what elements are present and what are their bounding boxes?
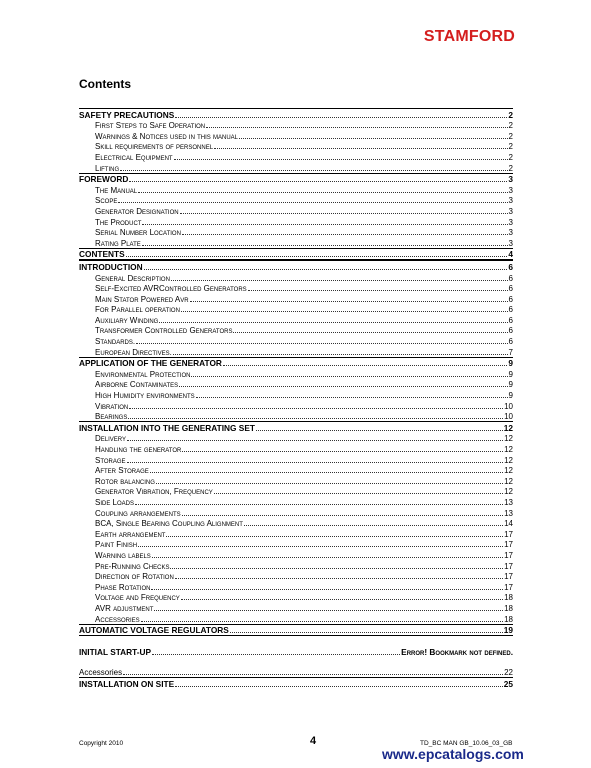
toc-entry-title: Phase Rotation [95, 582, 151, 592]
toc-entry[interactable] [79, 151, 513, 162]
toc-entry-title: Serial Number Location [95, 228, 181, 238]
toc-entry[interactable] [79, 162, 513, 173]
toc-dot-leader [166, 536, 503, 537]
toc-dot-leader [239, 138, 508, 139]
footer-page-number: 4 [310, 735, 317, 747]
toc-entry-page: 9 [508, 358, 513, 369]
toc-entry[interactable] [79, 195, 513, 206]
toc-entry-title: Lifting [95, 163, 120, 173]
toc-entry-title: Scope [95, 196, 118, 206]
toc-dot-leader [123, 674, 503, 675]
toc-entry-title: Self-Excited AVRControlled Generators [95, 284, 247, 294]
toc-entry-page: 12 [504, 487, 513, 497]
toc-entry-title: Environmental Protection [95, 369, 191, 379]
toc-entry-title: Delivery [95, 434, 127, 444]
toc-entry-title: Coupling arrangements [95, 508, 181, 518]
toc-entry-page: 12 [504, 455, 513, 465]
toc-entry-page: 17 [504, 550, 513, 560]
toc-entry-title: FOREWORD [79, 174, 129, 185]
toc-entry-page: 14 [504, 519, 513, 529]
toc-entry-page: 17 [504, 582, 513, 592]
toc-entry-title: After Storage [95, 466, 149, 476]
toc-entry-page: 3 [508, 217, 513, 227]
toc-entry-page: 2 [508, 142, 513, 152]
toc-dot-leader [141, 621, 503, 622]
toc-entry-title: Bearings [95, 412, 128, 422]
toc-dot-leader [223, 365, 507, 366]
toc-entry-title: AVR adjustment [95, 603, 154, 613]
toc-dot-leader [256, 430, 503, 431]
toc-dot-leader [206, 127, 507, 128]
toc-entry-title: Skill requirements of personnel [95, 142, 214, 152]
toc-entry-page: 13 [504, 497, 513, 507]
toc-dot-leader [126, 256, 508, 257]
toc-entry[interactable] [79, 433, 513, 444]
toc-entry[interactable] [79, 496, 513, 507]
toc-dot-leader [196, 397, 508, 398]
toc-dot-leader [128, 418, 503, 419]
toc-entry-title: Earth arrangement [95, 529, 166, 539]
toc-dot-leader [171, 280, 508, 281]
toc-entry-page: 6 [508, 294, 513, 304]
toc-dot-leader [170, 568, 503, 569]
toc-entry-page: 9 [508, 391, 513, 401]
toc-dot-leader [150, 472, 503, 473]
toc-entry-title: Standards. [95, 337, 136, 347]
toc-dot-leader [230, 632, 503, 633]
toc-entry[interactable] [79, 560, 513, 571]
toc-entry-page: 9 [508, 369, 513, 379]
toc-entry-title: APPLICATION OF THE GENERATOR [79, 358, 222, 369]
toc-section-entry[interactable] [79, 173, 513, 185]
toc-dot-leader [248, 290, 508, 291]
toc-dot-leader [244, 525, 503, 526]
toc-entry[interactable] [79, 283, 513, 294]
toc-dot-leader [214, 493, 503, 494]
toc-entry-title: INSTALLATION ON SITE [79, 678, 175, 689]
toc-entry[interactable] [79, 216, 513, 227]
toc-entry[interactable] [79, 581, 513, 592]
toc-section-entry[interactable] [79, 421, 513, 433]
toc-dot-leader [151, 589, 503, 590]
toc-dot-leader [233, 332, 507, 333]
toc-entry-title: Accessories [95, 614, 140, 624]
toc-dot-leader [182, 515, 503, 516]
toc-entry[interactable] [79, 507, 513, 518]
toc-dot-leader [142, 245, 508, 246]
toc-entry-page: 3 [508, 196, 513, 206]
toc-entry[interactable] [79, 346, 513, 357]
toc-entry[interactable] [79, 411, 513, 422]
toc-entry[interactable] [79, 454, 513, 465]
toc-entry-page: 3 [508, 206, 513, 216]
toc-entry-title: Paint Finish [95, 540, 138, 550]
toc-entry-page: 17 [504, 540, 513, 550]
toc-entry[interactable] [79, 443, 513, 454]
toc-entry[interactable] [79, 120, 513, 131]
toc-entry-page: 2 [508, 163, 513, 173]
toc-entry-title: Direction of Rotation [95, 572, 174, 582]
toc-entry[interactable] [79, 549, 513, 560]
toc-entry-page: 12 [503, 422, 513, 433]
toc-entry-page: 10 [504, 412, 513, 422]
toc-dot-leader [152, 654, 400, 655]
toc-entry-page: 3 [508, 174, 513, 185]
toc-dot-leader [182, 451, 503, 452]
toc-dot-leader [173, 354, 508, 355]
toc-entry-title: General Description [95, 273, 170, 283]
toc-entry[interactable] [79, 602, 513, 613]
toc-dot-leader [175, 686, 503, 687]
toc-entry-title: BCA, Single Bearing Coupling Alignment [95, 519, 243, 529]
toc-entry-title: Auxiliary Winding [95, 315, 159, 325]
toc-entry-page: 9 [508, 380, 513, 390]
toc-dot-leader [154, 610, 503, 611]
toc-entry[interactable] [79, 528, 513, 539]
toc-entry-title: Vibration [95, 401, 129, 411]
toc-section-entry[interactable] [79, 357, 513, 369]
toc-section-entry[interactable] [79, 248, 513, 261]
toc-entry[interactable] [79, 486, 513, 497]
toc-dot-leader [136, 343, 507, 344]
toc-entry-title: European Directives. [95, 347, 172, 357]
toc-entry-title: Rotor balancing [95, 476, 155, 486]
toc-entry-page: 17 [504, 529, 513, 539]
toc-entry[interactable] [79, 293, 513, 304]
toc-entry[interactable] [79, 379, 513, 390]
toc-entry-title: Side Loads [95, 497, 135, 507]
toc-entry-title: SAFETY PRECAUTIONS [79, 109, 175, 120]
toc-entry-page: 6 [508, 326, 513, 336]
toc-entry[interactable] [79, 613, 513, 624]
toc-dot-leader [156, 483, 503, 484]
toc-entry[interactable] [79, 400, 513, 411]
toc-entry-page: 6 [508, 315, 513, 325]
toc-dot-leader [138, 192, 507, 193]
toc-entry-title: Accessories [79, 668, 123, 678]
toc-entry-title: AUTOMATIC VOLTAGE REGULATORS [79, 625, 229, 636]
toc-dot-leader [129, 181, 507, 182]
toc-entry-title: Handling the generator [95, 445, 182, 454]
toc-entry-page: 22 [504, 668, 513, 678]
toc-entry-page: 25 [503, 678, 513, 689]
toc-entry-title: Pre-Running Checks [95, 561, 170, 571]
toc-entry-page: 10 [504, 401, 513, 411]
toc-dot-leader [175, 578, 503, 579]
toc-entry[interactable] [79, 592, 513, 603]
toc-entry-page: 17 [504, 561, 513, 571]
toc-dot-leader [118, 202, 507, 203]
toc-entry-title: High Humidity environments [95, 391, 195, 401]
toc-entry-title: Warnings & Notices used in this manual [95, 131, 239, 141]
toc-dot-leader [127, 462, 504, 463]
toc-dot-leader [182, 234, 508, 235]
toc-section-entry[interactable] [79, 677, 513, 689]
toc-entry-title: Transformer Controlled Generators [95, 326, 233, 336]
toc-entry-title: Warning labels [95, 550, 151, 560]
toc-entry-page: 12 [504, 434, 513, 444]
toc-dot-leader [214, 148, 508, 149]
toc-entry-page: 2 [508, 152, 513, 162]
toc-dot-leader [181, 311, 508, 312]
toc-entry[interactable] [79, 237, 513, 248]
toc-dot-leader [174, 159, 508, 160]
toc-entry-page: 2 [508, 121, 513, 131]
toc-entry-title: INTRODUCTION [79, 261, 143, 272]
toc-entry[interactable] [79, 314, 513, 325]
toc-entry-title: Generator Vibration, Frequency [95, 487, 213, 497]
toc-entry[interactable] [79, 389, 513, 400]
toc-entry-title: For Parallel operation [95, 305, 180, 315]
toc-entry-page: 6 [508, 261, 513, 272]
footer-document-reference: TD_BC MAN GB_10.06_03_GB [420, 740, 513, 747]
toc-dot-leader [175, 117, 507, 118]
toc-dot-leader [179, 386, 507, 387]
toc-entry[interactable] [79, 335, 513, 346]
toc-entry-page: 7 [508, 347, 513, 357]
toc-entry[interactable] [79, 325, 513, 336]
toc-entry-page: 3 [508, 228, 513, 238]
toc-entry-title: Main Stator Powered Avr [95, 294, 189, 304]
toc-entry-page: 6 [508, 337, 513, 347]
toc-entry-title: First Steps to Safe Operation [95, 121, 206, 131]
toc-dot-leader [159, 322, 507, 323]
toc-entry[interactable] [79, 205, 513, 216]
toc-dot-leader [180, 213, 508, 214]
toc-dot-leader [129, 408, 503, 409]
toc-entry[interactable] [79, 571, 513, 582]
toc-entry[interactable] [79, 227, 513, 238]
toc-dot-leader [138, 546, 503, 547]
toc-dot-leader [152, 557, 503, 558]
toc-entry-page: 6 [508, 305, 513, 315]
table-of-contents [79, 108, 513, 689]
toc-entry-page: 17 [504, 572, 513, 582]
toc-entry-title: The Manual [95, 185, 138, 195]
stamford-logo: STAMFORD [423, 28, 515, 45]
toc-entry[interactable] [79, 475, 513, 486]
toc-dot-leader [120, 170, 507, 171]
toc-entry[interactable] [79, 539, 513, 550]
toc-entry-title: Voltage and Frequency [95, 593, 180, 603]
toc-entry-page: 12 [504, 466, 513, 476]
toc-dot-leader [142, 224, 507, 225]
toc-section-entry[interactable] [79, 260, 513, 272]
toc-entry-title: INITIAL START-UP [79, 646, 152, 657]
toc-entry-title: INSTALLATION INTO THE GENERATING SET [79, 422, 255, 433]
toc-dot-leader [127, 440, 503, 441]
toc-dot-leader [181, 599, 503, 600]
toc-entry-page: 6 [508, 273, 513, 283]
toc-entry-page: 18 [504, 603, 513, 613]
toc-entry-page: 3 [508, 238, 513, 248]
toc-entry-page: 6 [508, 284, 513, 294]
toc-dot-leader [144, 269, 508, 270]
toc-section-entry[interactable] [79, 108, 513, 120]
toc-dot-leader [190, 301, 508, 302]
toc-entry[interactable] [79, 465, 513, 476]
toc-entry-title: The Product [95, 217, 142, 227]
page-title: Contents [79, 77, 131, 91]
toc-entry[interactable] [79, 130, 513, 141]
toc-entry-title: Rating Plate [95, 238, 141, 248]
toc-entry-page: 18 [504, 593, 513, 603]
toc-entry-page: 19 [503, 625, 513, 636]
toc-entry-page: 2 [508, 131, 513, 141]
toc-entry[interactable] [79, 141, 513, 152]
footer-copyright: Copyright 2010 [79, 740, 124, 747]
toc-entry-page: 12 [504, 476, 513, 486]
toc-entry[interactable] [79, 304, 513, 315]
toc-section-entry[interactable] [79, 624, 513, 637]
toc-entry-title: CONTENTS [79, 249, 125, 260]
toc-entry-page: 18 [504, 614, 513, 624]
toc-entry[interactable] [79, 667, 513, 678]
toc-entry-page: 12 [504, 445, 513, 454]
toc-entry[interactable] [79, 368, 513, 379]
toc-section-entry[interactable] [79, 646, 513, 657]
toc-entry[interactable] [79, 518, 513, 529]
toc-entry-page: 13 [504, 508, 513, 518]
watermark-link[interactable]: www.epcatalogs.com [382, 746, 524, 762]
toc-entry[interactable] [79, 184, 513, 195]
toc-dot-leader [191, 376, 507, 377]
toc-entry-title: Generator Designation [95, 206, 179, 216]
toc-entry-page: Error! Bookmark not defined. [401, 646, 513, 657]
toc-dot-leader [135, 504, 503, 505]
toc-entry-title: Electrical Equipment [95, 152, 173, 162]
toc-entry-page: 2 [508, 109, 513, 120]
toc-entry-page: 4 [508, 249, 513, 260]
toc-entry-title: Storage [95, 455, 126, 465]
toc-entry-page: 3 [508, 185, 513, 195]
toc-entry-title: Airborne Contaminates [95, 380, 179, 390]
toc-entry[interactable] [79, 272, 513, 283]
